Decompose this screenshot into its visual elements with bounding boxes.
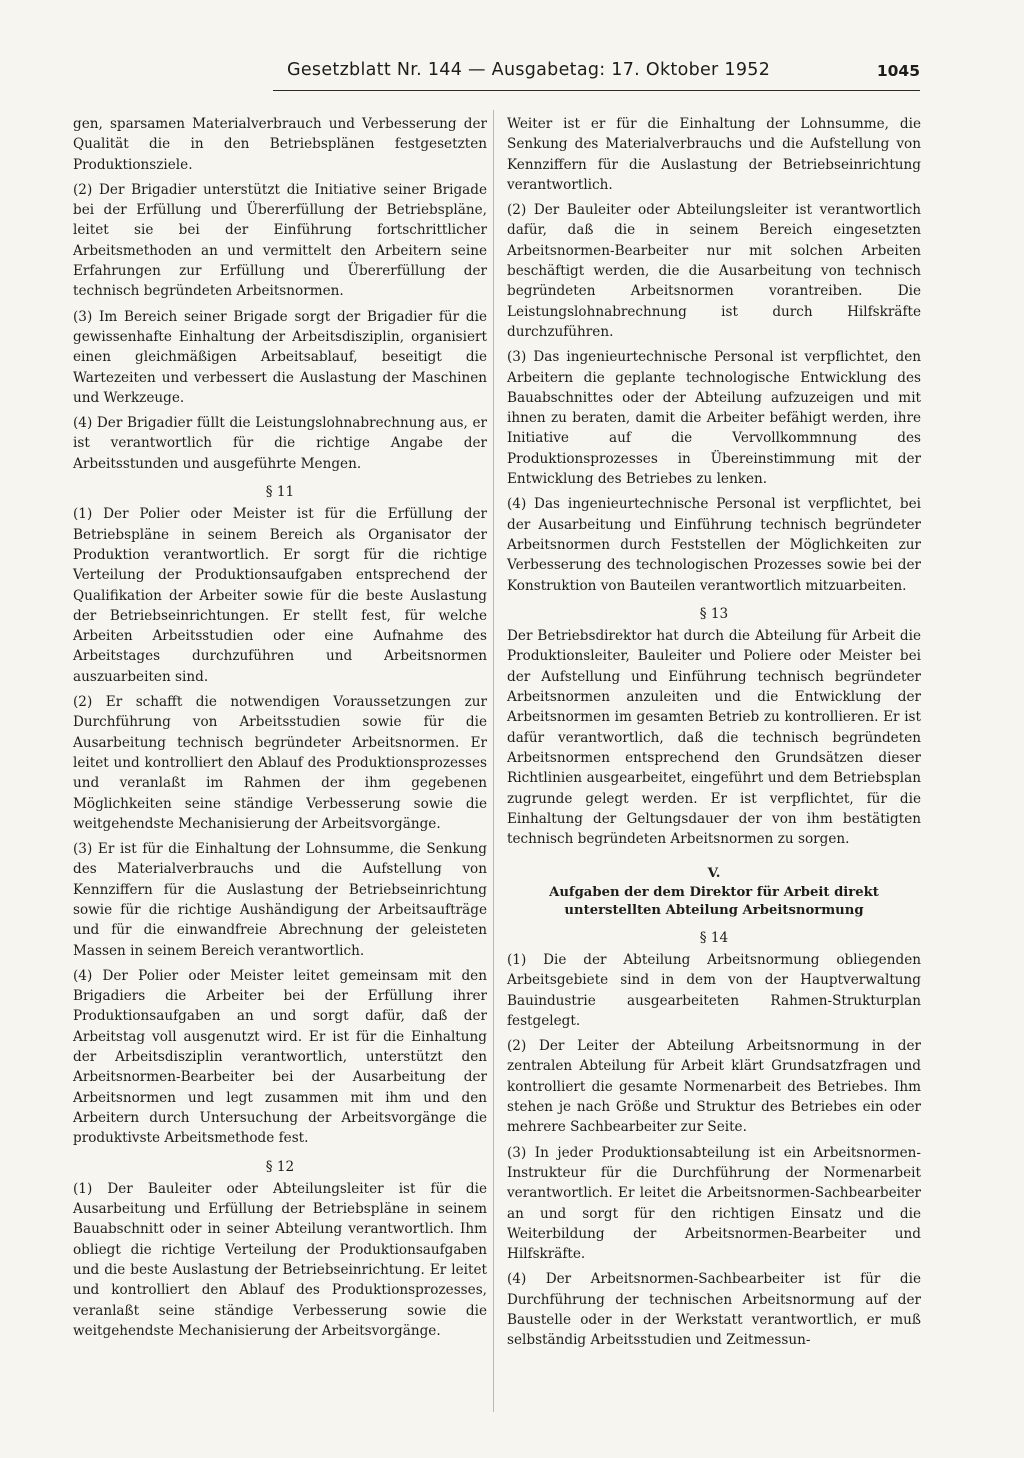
paragraph: (4) Der Arbeitsnormen-Sachbearbeiter ist für die Durchführung der technischen Arbeitsnormung auf der Baustelle oder in der Werkstatt verantwortlich, er muß selbständig Arbeitsstudien und Zeitmessun- (507, 1271, 921, 1349)
page-number: 1045 (876, 62, 920, 80)
paragraph: (3) In jeder Produktionsabteilung ist ein Arbeitsnormen-Instrukteur für die Durchführung der Normenarbeit verantwortlich. Er leitet die Arbeitsnormen-Sachbearbeiter an und sorgt für den richtigen Einsatz und die Weiterbildung der Arbeitsnormen-Bearbeiter und Hilfskräfte. (507, 1144, 921, 1263)
paragraph: gen, sparsamen Materialverbrauch und Verbesserung der Qualität die in den Betriebsplänen festgesetzten Produktionsziele. (73, 116, 487, 173)
paragraph: Weiter ist er für die Einhaltung der Lohnsumme, die Senkung des Materialverbrauchs und die Aufstellung von Kennziffern für die Auslastung der Betriebseinrichtung verantwortlich. (507, 116, 921, 193)
page-header (0, 60, 1024, 94)
paragraph: Der Betriebsdirektor hat durch die Abteilung für Arbeit die Produktionsleiter, Bauleiter und Poliere oder Meister bei der Aufstellung und Einführung technisch begründeter Arbeitsnormen anzuleiten und die Entwicklung der Arbeitsnormen im gesamten Betrieb zu kontrollieren. Er ist dafür verantwortlich, daß die technisch begründeten Arbeitsnormen entsprechend den Grundsätzen dieser Richtlinien ausgearbeitet, eingeführt und dem Betriebsplan zugrunde gelegt werden. Er ist verpflichtet, für die Einhaltung der Geltungsdauer der von ihm bestätigten technisch begründeten Arbeitsnormen zu sorgen. (507, 628, 921, 848)
paragraph: (4) Der Polier oder Meister leitet gemeinsam mit den Brigadiers die Arbeiter bei der Erfüllung ihrer Produktionsaufgaben an und sorgt dafür, daß der Arbeitstag voll ausgenutzt wird. Er ist für die Einhaltung der Arbeitsdisziplin verantwortlich, unterstützt den Arbeitsnormen-Bearbeiter bei der Ausarbeitung der Arbeitsnormen und legt zusammen mit ihm und den Arbeitern durch Untersuchung der Arbeitsvorgänge die produktivste Arbeitsmethode fest. (73, 967, 487, 1147)
paragraph: (4) Das ingenieurtechnische Personal ist verpflichtet, bei der Ausarbeitung und Einführung technisch begründeter Arbeitsnormen durch Feststellen der Möglichkeiten zur Verbesserung des technologischen Prozesses sowie bei der Konstruktion von Bauteilen verantwortlich mitzuarbeiten. (507, 496, 921, 594)
chapter-number: V. (707, 865, 721, 882)
paragraph: (3) Das ingenieurtechnische Personal ist verpflichtet, den Arbeitern die geplante technologische Entwicklung des Bauabschnittes oder der Abteilung aufzuzeigen und mit ihnen zu beraten, damit die Arbeiter befähigt werden, ihre Initiative auf die Vervollkommnung des Produktionsprozesses in Übereinstimmung mit der Entwicklung des Betriebes zu lenken. (507, 349, 921, 488)
paragraph: (3) Im Bereich seiner Brigade sorgt der Brigadier für die gewissenhafte Einhaltung der Arbeitsdisziplin, organisiert einen gleichmäßigen Arbeitsablauf, beseitigt die Wartezeiten und verbessert die Auslastung der Maschinen und Werkzeuge. (73, 308, 487, 406)
section-heading: § 13 (699, 605, 729, 622)
paragraph: (2) Der Brigadier unterstützt die Initiative seiner Brigade bei der Erfüllung und Übererfüllung der Betriebspläne, leitet sie bei der Einführung fortschrittlicher Arbeitsmethoden an und vermittelt den Arbeitern seine Erfahrungen zur Erfüllung und Übererfüllung der technisch begründeten Arbeitsnormen. (73, 181, 487, 300)
chapter-title: Aufgaben der dem Direktor für Arbeit direkt unterstellten Abteilung Arbeitsnormung (549, 884, 879, 918)
paragraph: (3) Er ist für die Einhaltung der Lohnsumme, die Senkung des Materialverbrauchs und die Aufstellung von Kennziffern für die Auslastung der Betriebseinrichtung sowie für die richtige Aushändigung der Arbeitsaufträge und für die einwandfreie Abrechnung der geleisteten Massen in seinem Bereich verantwortlich. (73, 841, 487, 959)
section-heading: § 11 (265, 484, 295, 501)
paragraph: (2) Der Bauleiter oder Abteilungsleiter ist verantwortlich dafür, daß die in seinem Bereich eingesetzten Arbeitsnormen-Bearbeiter nur mit solchen Arbeiten beschäftigt werden, die die Ausarbeitung von technisch begründeten Arbeitsnormen vorantreiben. Die Leistungslohnabrechnung ist durch Hilfskräfte durchzuführen. (507, 202, 921, 340)
paragraph: (2) Er schafft die notwendigen Voraussetzungen zur Durchführung von Arbeitsstudien sowie für die Ausarbeitung technisch begründeter Arbeitsnormen. Er leitet und kontrolliert den Ablauf des Produktionsprozesses und veranlaßt im Rahmen der ihm gegebenen Möglichkeiten seine ständige Verbesserung sowie die weitgehendste Mechanisierung der Arbeitsvorgänge. (73, 694, 487, 832)
header-rule (273, 90, 920, 91)
section-heading: § 12 (265, 1158, 295, 1175)
column-divider (493, 110, 494, 1412)
paragraph: (2) Der Leiter der Abteilung Arbeitsnormung in der zentralen Abteilung für Arbeit klärt Grundsatzfragen und kontrolliert die gesamte Normenarbeit des Betriebes. Ihm stehen je nach Größe und Struktur des Betriebes ein oder mehrere Sachbearbeiter zur Seite. (507, 1038, 921, 1136)
section-heading: § 14 (699, 929, 729, 946)
paragraph: (1) Der Bauleiter oder Abteilungsleiter ist für die Ausarbeitung und Erfüllung der Betriebspläne in seinem Bauabschnitt oder in seiner Abteilung verantwortlich. Ihm obliegt die richtige Verteilung der Produktionsaufgaben und die beste Auslastung der Betriebseinrichtung. Er leitet und kontrolliert den Ablauf des Produktionsprozesses, veranlaßt seine ständige Verbesserung sowie die weitgehendste Mechanisierung der Arbeitsvorgänge. (73, 1180, 487, 1339)
left-column (73, 114, 487, 1346)
paragraph: (1) Der Polier oder Meister ist für die Erfüllung der Betriebspläne in seinem Bereich als Organisator der Produktion verantwortlich. Er sorgt für die richtige Verteilung der Produktionsaufgaben entsprechend der Qualifikation der Arbeiter sowie für die beste Auslastung der Betriebseinrichtungen. Er stellt fest, für welche Arbeiten Arbeitsstudien oder eine Aufnahme des Arbeitstages durchzuführen und Arbeitsnormen auszuarbeiten sind. (73, 506, 487, 685)
right-column (507, 114, 921, 1356)
paragraph: (4) Der Brigadier füllt die Leistungslohnabrechnung aus, er ist verantwortlich für die richtige Angabe der Arbeitsstunden und ausgeführte Mengen. (73, 415, 487, 472)
paragraph: (1) Die der Abteilung Arbeitsnormung obliegenden Arbeitsgebiete sind in dem von der Hauptverwaltung Bauindustrie ausgearbeiteten Rahmen-Strukturplan festgelegt. (507, 951, 921, 1029)
header-title: Gesetzblatt Nr. 144 — Ausgabetag: 17. Oktober 1952 (287, 60, 771, 80)
